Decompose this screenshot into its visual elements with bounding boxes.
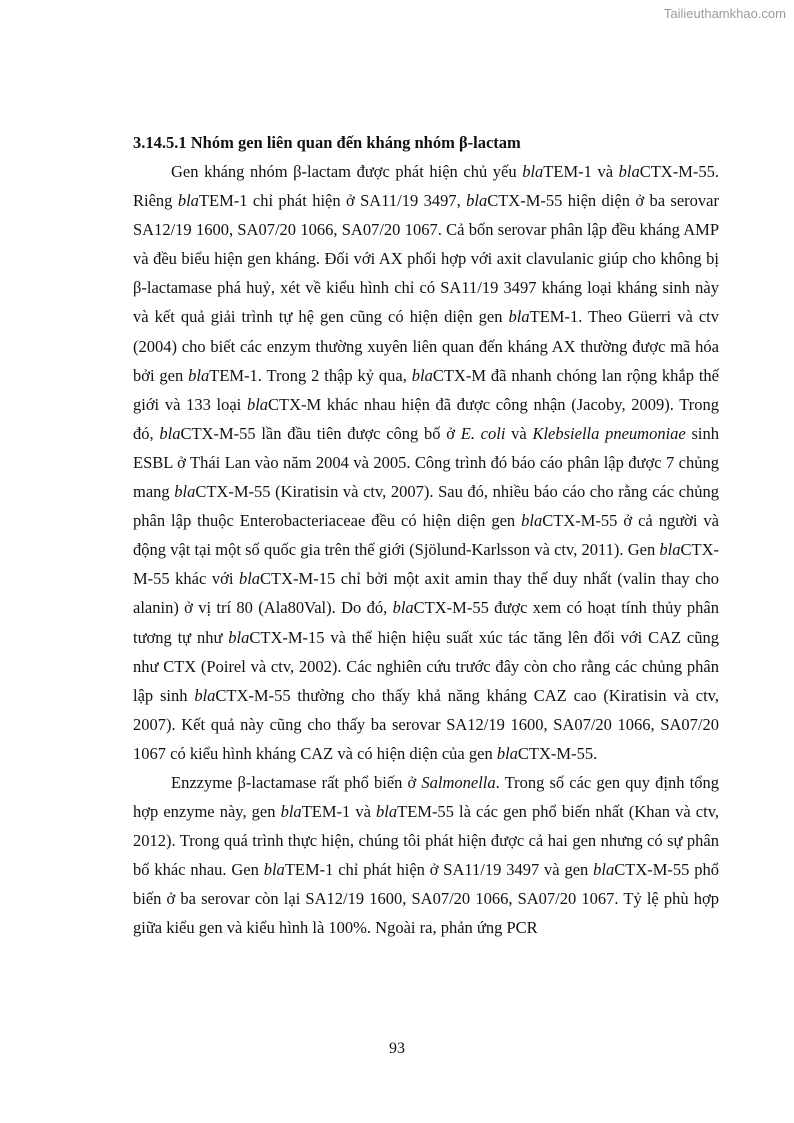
text-run: CTX-M-55 lần đầu tiên được công bố ở — [180, 423, 461, 443]
text-run: TEM-1 chỉ phát hiện ở SA11/19 3497 và gen — [284, 860, 594, 880]
text-run: CTX-M-15 chỉ bởi một axit amin thay thế duy nhất (valin thay cho alanin) ở vị trí 80 (Ala80Val). Do đó, — [133, 569, 719, 618]
text-run: và — [505, 423, 533, 443]
text-run: CTX-M-55 thường cho thấy khả năng kháng CAZ cao (Kiratisin và ctv, 2007). Kết quả này cũng cho thấy ba serovar SA12/19 1600, SA07/20 1066, SA07/20 1067 có kiểu hình kháng CAZ và có hiện diện của gen — [133, 685, 719, 763]
gene-prefix: bla — [411, 365, 433, 385]
text-run: CTX-M-15 và thể hiện hiệu suất xúc tác tăng lên đối với CAZ cũng như CTX (Poirel và ctv, 2002). Các nghiên cứu trước đây còn cho rằng các chủng phân lập sinh — [133, 627, 719, 705]
species-name: E. coli — [460, 423, 506, 443]
gene-prefix: bla — [159, 423, 181, 443]
text-run: TEM-55 là các gen phổ biến nhất (Khan và ctv, 2012). Trong quá trình thực hiện, chúng tôi phát hiện được cả hai gen nhưng có sự phân bố khác nhau. Gen — [133, 802, 720, 880]
gene-prefix: bla — [238, 569, 261, 589]
text-run: . Trong số các gen quy định tổng hợp enzyme này, gen — [133, 772, 719, 822]
gene-prefix: bla — [174, 482, 196, 502]
text-run: CTX-M-55 phổ biến ở ba serovar còn lại SA12/19 1600, SA07/20 1066, SA07/20 1067. Tỷ lệ phù hợp giữa kiểu gen và kiểu hình là 100%. Ngoài ra, phản ứng PCR — [133, 860, 719, 938]
gene-prefix: bla — [496, 743, 518, 763]
watermark: Tailieuthamkhao.com — [663, 6, 786, 21]
paragraph-2 — [133, 768, 719, 943]
text-run: TEM-1 và — [301, 802, 377, 822]
text-run: CTX-M-55 được xem có hoạt tính thủy phân tương tự như — [133, 598, 719, 647]
gene-prefix: bla — [188, 365, 210, 385]
text-run: TEM-1. Theo Güerri và ctv (2004) cho biết các enzym thường xuyên liên quan đến kháng AX thường được mã hóa bởi gen — [133, 307, 719, 385]
gene-prefix: bla — [593, 860, 615, 880]
species-name: Klebsiella pneumoniae — [532, 423, 686, 443]
text-run: CTX-M-55 (Kiratisin và ctv, 2007). Sau đó, nhiều báo cáo cho rằng các chủng phân lập thuộc Enterobacteriaceae đều có hiện diện gen — [133, 482, 719, 531]
gene-prefix: bla — [392, 598, 414, 618]
gene-prefix: bla — [246, 394, 269, 414]
gene-prefix: bla — [376, 802, 398, 822]
text-run: CTX-M khác nhau hiện đã được công nhận (Jacoby, 2009). Trong đó, — [133, 394, 720, 443]
text-run: TEM-1. Trong 2 thập kỷ qua, — [209, 365, 412, 385]
paragraph-1 — [133, 157, 719, 768]
text-run: TEM-1 và — [543, 162, 619, 181]
gene-prefix: bla — [508, 307, 530, 327]
text-run: CTX-M-55 khác với — [133, 540, 719, 589]
text-run: CTX-M đã nhanh chóng lan rộng khắp thế giới và 133 loại — [133, 365, 719, 414]
gene-prefix: bla — [177, 191, 199, 211]
document-body — [133, 128, 719, 943]
text-run: Gen kháng nhóm β-lactam được phát hiện chủ yếu — [171, 162, 523, 181]
gene-prefix: bla — [618, 162, 640, 181]
text-run: sinh ESBL ở Thái Lan vào năm 2004 và 2005. Công trình đó báo cáo phân lập được 7 chủng mang — [133, 423, 720, 502]
text-run: CTX-M-55 hiện diện ở ba serovar SA12/19 1600, SA07/20 1066, SA07/20 1067. Cả bốn serovar phân lập đều kháng AMP và đều biểu hiện gen kháng. Đối với AX phối hợp với axit clavulanic giúp cho không bị β-lactamase phá huỷ, xét về kiểu hình chỉ có SA11/19 3497 kháng loại kháng sinh này và kết quả giải trình tự hệ gen cũng có hiện diện gen — [133, 191, 719, 327]
page-number: 93 — [389, 1040, 405, 1057]
text-run: CTX-M-55. — [517, 743, 598, 763]
gene-prefix: bla — [280, 802, 302, 822]
text-run: CTX-M-55. Riêng — [133, 162, 719, 211]
gene-prefix: bla — [522, 162, 544, 181]
text-run: CTX-M-55 ở cả người và động vật tại một số quốc gia trên thế giới (Sjölund-Karlsson và ctv, 2011). Gen — [133, 511, 719, 560]
gene-prefix: bla — [659, 540, 681, 560]
section-heading: 3.14.5.1 Nhóm gen liên quan đến kháng nhóm β-lactam — [133, 133, 521, 152]
gene-prefix: bla — [228, 627, 250, 647]
gene-prefix: bla — [194, 685, 216, 705]
text-run: TEM-1 chỉ phát hiện ở SA11/19 3497, — [198, 191, 467, 211]
species-name: Salmonella — [421, 772, 496, 792]
gene-prefix: bla — [466, 191, 488, 211]
gene-prefix: bla — [521, 511, 543, 531]
text-run: Enzzyme β-lactamase rất phổ biến ở — [171, 772, 422, 792]
gene-prefix: bla — [263, 860, 285, 880]
